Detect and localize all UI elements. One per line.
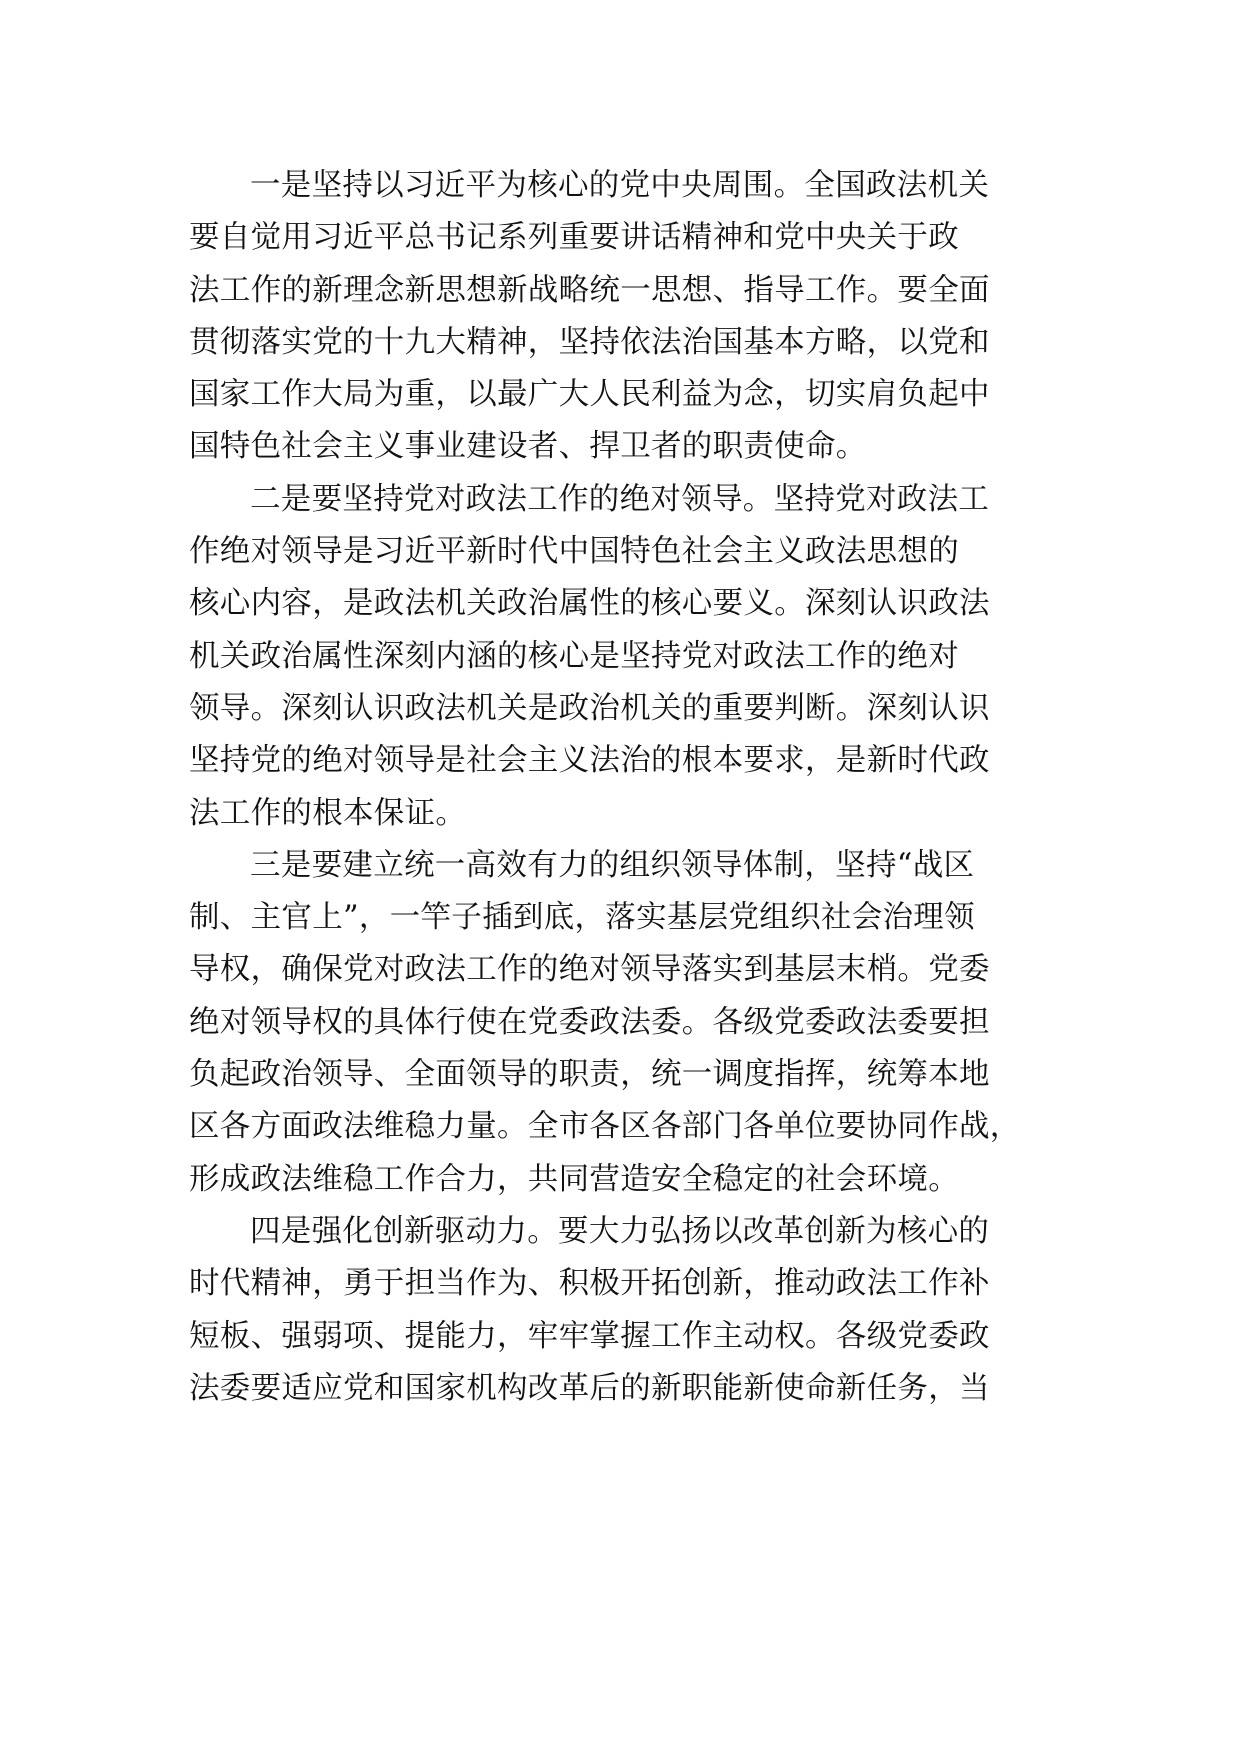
- text-line: 坚持党的绝对领导是社会主义法治的根本要求，是新时代政: [189, 743, 990, 779]
- text-line: 国特色社会主义事业建设者、捍卫者的职责使命。: [189, 429, 867, 465]
- text-line: 三是要建立统一高效有力的组织领导体制，坚持“战区: [250, 847, 975, 883]
- text-line: 四是强化创新驱动力。要大力弘扬以改革创新为核心的: [250, 1213, 990, 1249]
- text-line: 形成政法维稳工作合力，共同营造安全稳定的社会环境。: [189, 1161, 959, 1197]
- text-line: 要自觉用习近平总书记系列重要讲话精神和党中央关于政: [189, 220, 959, 256]
- text-line: 短板、强弱项、提能力，牢牢掌握工作主动权。各级党委政: [189, 1318, 990, 1354]
- text-line: 绝对领导权的具体行使在党委政法委。各级党委政法委要担: [189, 1004, 990, 1040]
- document-body: [189, 160, 1059, 1415]
- text-line: 导权，确保党对政法工作的绝对领导落实到基层末梢。党委: [189, 952, 990, 988]
- text-line: 二是要坚持党对政法工作的绝对领导。坚持党对政法工: [250, 481, 990, 517]
- text-line: 国家工作大局为重，以最广大人民利益为念，切实肩负起中: [189, 377, 990, 413]
- paragraph-3: [189, 840, 1059, 1206]
- text-line: 机关政治属性深刻内涵的核心是坚持党对政法工作的绝对: [189, 638, 959, 674]
- text-line: 作绝对领导是习近平新时代中国特色社会主义政法思想的: [189, 534, 959, 570]
- paragraph-2: [189, 474, 1059, 840]
- text-line: 法工作的新理念新思想新战略统一思想、指导工作。要全面: [189, 272, 990, 308]
- text-line: 核心内容，是政法机关政治属性的核心要义。深刻认识政法: [189, 586, 990, 622]
- text-line: 时代精神，勇于担当作为、积极开拓创新，推动政法工作补: [189, 1266, 990, 1302]
- text-line: 一是坚持以习近平为核心的党中央周围。全国政法机关: [250, 168, 990, 203]
- text-line: 负起政治领导、全面领导的职责，统一调度指挥，统筹本地: [189, 1057, 990, 1093]
- text-line: 领导。深刻认识政法机关是政治机关的重要判断。深刻认识: [189, 690, 990, 726]
- paragraph-1: [189, 160, 1059, 474]
- paragraph-4: [189, 1206, 1059, 1415]
- text-line: 法委要适应党和国家机构改革后的新职能新使命新任务，当: [189, 1370, 990, 1406]
- text-line: 贯彻落实党的十九大精神，坚持依法治国基本方略，以党和: [189, 324, 990, 360]
- text-line: 区各方面政法维稳力量。全市各区各部门各单位要协同作战，: [189, 1109, 1021, 1145]
- text-line: 制、主官上”，一竿子插到底，落实基层党组织社会治理领: [189, 900, 975, 936]
- text-line: 法工作的根本保证。: [189, 795, 467, 831]
